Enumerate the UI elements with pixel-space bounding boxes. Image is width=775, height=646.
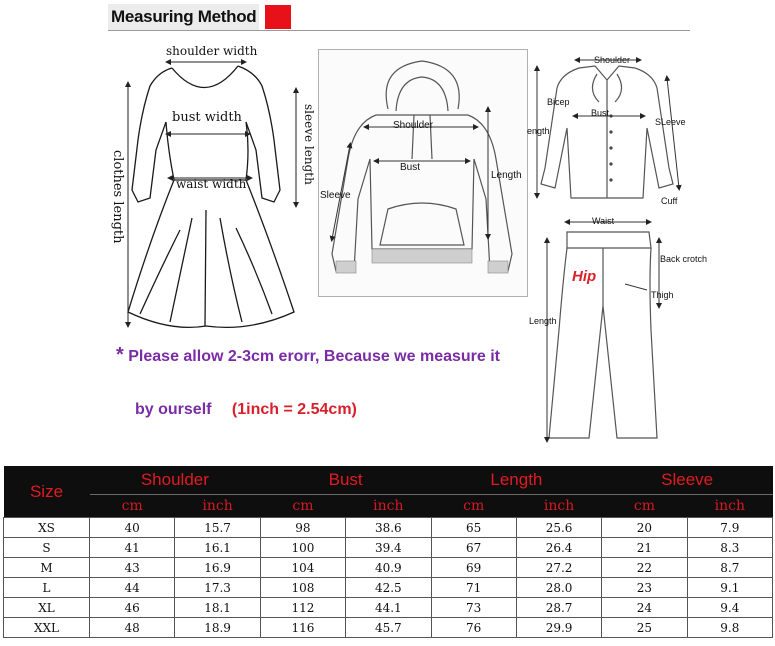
table-cell: 16.9 [175,558,260,578]
unit-conversion: (1inch = 2.54cm) [231,401,357,418]
table-cell: 9.1 [687,578,772,598]
label-bust-width: bust width [172,110,242,125]
size-cell: XXL [4,618,90,638]
size-cell: XS [4,518,90,538]
table-cell: 108 [260,578,345,598]
note-line-2: by ourself [135,401,212,418]
table-cell: 65 [431,518,516,538]
table-row [4,578,773,598]
label-shirt-length: ength [527,126,550,136]
label-shirt-sleeve: SLeeve [655,117,686,127]
size-cell: XL [4,598,90,618]
table-cell: 44 [90,578,175,598]
dress-diagram [110,50,320,335]
label-pants-hip: Hip [572,268,597,285]
size-cell: M [4,558,90,578]
table-cell: 24 [602,598,687,618]
label-hoodie-length: Length [491,170,522,181]
unit-header: cm [90,495,175,518]
table-row [4,618,773,638]
table-cell: 100 [260,538,345,558]
table-cell: 18.1 [175,598,260,618]
table-row [4,598,773,618]
table-row [4,538,773,558]
label-sleeve-length: sleeve length [302,104,316,185]
measurement-note-2 [135,401,357,419]
pants-diagram [527,210,707,446]
table-cell: 15.7 [175,518,260,538]
table-cell: 46 [90,598,175,618]
table-row [4,558,773,578]
table-cell: 45.7 [346,618,431,638]
table-cell: 71 [431,578,516,598]
table-cell: 67 [431,538,516,558]
table-cell: 17.3 [175,578,260,598]
group-header-bust: Bust [260,466,431,495]
size-cell: S [4,538,90,558]
title-accent-square [265,5,291,29]
table-cell: 40 [90,518,175,538]
table-cell: 29.9 [516,618,601,638]
unit-header: cm [260,495,345,518]
group-header-length: Length [431,466,602,495]
unit-header: cm [602,495,687,518]
shirt-diagram [527,48,697,208]
table-cell: 23 [602,578,687,598]
group-header-shoulder: Shoulder [90,466,261,495]
label-hoodie-bust: Bust [400,162,421,173]
measurement-note [116,344,500,367]
table-cell: 48 [90,618,175,638]
table-cell: 73 [431,598,516,618]
table-cell: 8.3 [687,538,772,558]
table-cell: 22 [602,558,687,578]
label-pants-back-crotch: Back crotch [660,254,708,264]
table-cell: 25 [602,618,687,638]
table-cell: 18.9 [175,618,260,638]
table-cell: 44.1 [346,598,431,618]
size-chart-table [3,466,773,638]
size-column-header: Size [4,466,90,518]
table-cell: 42.5 [346,578,431,598]
table-row [4,518,773,538]
unit-header: inch [516,495,601,518]
unit-header: inch [346,495,431,518]
table-cell: 20 [602,518,687,538]
table-cell: 76 [431,618,516,638]
table-cell: 41 [90,538,175,558]
label-pants-length: Length [529,316,557,326]
label-shoulder-width: shoulder width [166,44,258,58]
page-title: Measuring Method [108,4,259,30]
title-divider [108,30,690,31]
label-shirt-shoulder: Shoulder [594,55,631,65]
label-pants-thigh: Thigh [651,290,674,300]
table-cell: 39.4 [346,538,431,558]
table-cell: 26.4 [516,538,601,558]
note-star: * [116,344,124,366]
table-cell: 98 [260,518,345,538]
table-cell: 9.4 [687,598,772,618]
table-cell: 40.9 [346,558,431,578]
label-clothes-length: clothes length [110,150,125,244]
unit-header: inch [175,495,260,518]
size-cell: L [4,578,90,598]
table-group-header-row [4,466,773,495]
table-cell: 21 [602,538,687,558]
table-cell: 25.6 [516,518,601,538]
table-cell: 69 [431,558,516,578]
table-cell: 104 [260,558,345,578]
table-cell: 7.9 [687,518,772,538]
label-shirt-bust: Bust [591,108,610,118]
table-cell: 9.8 [687,618,772,638]
table-cell: 27.2 [516,558,601,578]
table-cell: 16.1 [175,538,260,558]
unit-header: inch [687,495,772,518]
label-pants-waist: Waist [592,216,615,226]
label-hoodie-shoulder: Shoulder [393,120,434,131]
label-hoodie-sleeve: Sleeve [320,190,351,201]
note-line-1: Please allow 2-3cm erorr, Because we measure it [128,348,501,365]
group-header-sleeve: Sleeve [602,466,773,495]
label-shirt-bicep: Bicep [547,97,570,107]
table-cell: 116 [260,618,345,638]
table-cell: 8.7 [687,558,772,578]
unit-header: cm [431,495,516,518]
label-shirt-cuff: Cuff [661,196,678,206]
table-cell: 28.7 [516,598,601,618]
table-unit-header-row [4,495,773,518]
table-cell: 38.6 [346,518,431,538]
table-cell: 28.0 [516,578,601,598]
label-waist-width: waist width [176,177,247,191]
table-cell: 43 [90,558,175,578]
table-cell: 112 [260,598,345,618]
